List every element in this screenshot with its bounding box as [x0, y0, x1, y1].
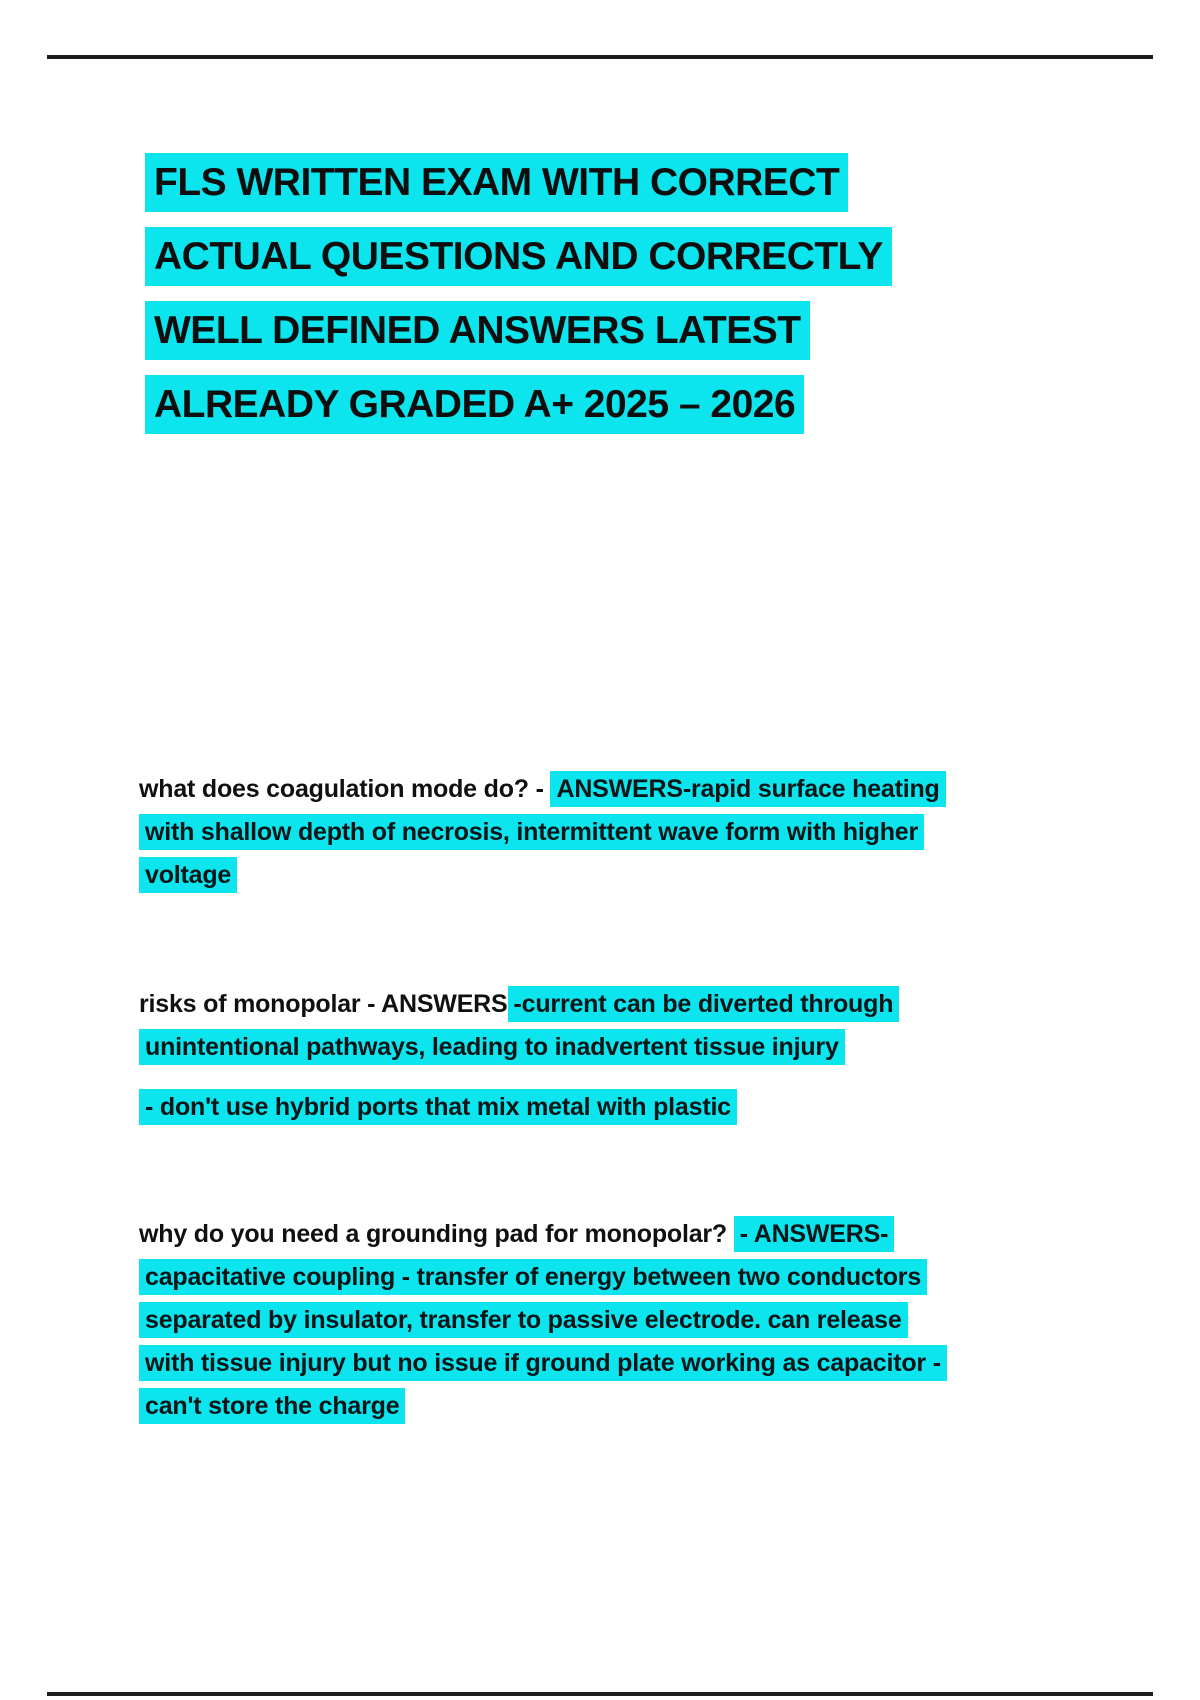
qa-line — [139, 1026, 1170, 1069]
answer-3-highlight: can't store the charge — [139, 1388, 405, 1424]
qa-line — [139, 768, 1170, 811]
question-1-text: what does coagulation mode do? - — [139, 775, 551, 803]
answer-2-note-highlight: - don't use hybrid ports that mix metal with plastic — [139, 1089, 737, 1125]
qa-line — [139, 1299, 1170, 1342]
answer-1-highlight: voltage — [139, 857, 237, 893]
answer-3-highlight: separated by insulator, transfer to passive electrode. can release — [139, 1302, 908, 1338]
document-title — [145, 146, 892, 442]
qa-block-grounding-pad — [139, 1213, 1170, 1428]
qa-line — [139, 811, 1170, 854]
qa-line — [139, 983, 1170, 1026]
answer-3-highlight: capacitative coupling - transfer of energy between two conductors — [139, 1259, 927, 1295]
qa-line — [139, 1213, 1170, 1256]
page-border-top — [47, 55, 1153, 59]
answer-1-highlight: with shallow depth of necrosis, intermittent wave form with higher — [139, 814, 924, 850]
title-text-3: WELL DEFINED ANSWERS LATEST — [145, 301, 810, 360]
qa-line — [139, 1342, 1170, 1385]
qa-line — [139, 1256, 1170, 1299]
qa-line — [139, 1086, 1170, 1129]
title-text-4: ALREADY GRADED A+ 2025 – 2026 — [145, 375, 804, 434]
qa-block-monopolar-note — [139, 1086, 1170, 1129]
title-line — [145, 368, 892, 442]
answer-2-highlight: unintentional pathways, leading to inadvertent tissue injury — [139, 1029, 845, 1065]
answer-3-highlight: - ANSWERS- — [734, 1216, 894, 1252]
qa-block-monopolar-risks — [139, 983, 1170, 1069]
title-line — [145, 146, 892, 220]
title-line — [145, 220, 892, 294]
answer-1-highlight: ANSWERS-rapid surface heating — [550, 771, 945, 807]
answer-3-highlight: with tissue injury but no issue if ground plate working as capacitor - — [139, 1345, 947, 1381]
title-text-2: ACTUAL QUESTIONS AND CORRECTLY — [145, 227, 892, 286]
page-border-bottom — [47, 1692, 1153, 1696]
title-text-1: FLS WRITTEN EXAM WITH CORRECT — [145, 153, 848, 212]
question-2-text: risks of monopolar - ANSWERS — [139, 990, 508, 1018]
qa-line — [139, 1385, 1170, 1428]
answer-2-highlight: -current can be diverted through — [508, 986, 900, 1022]
title-line — [145, 294, 892, 368]
qa-line — [139, 854, 1170, 897]
question-3-text: why do you need a grounding pad for monopolar? — [139, 1220, 734, 1248]
qa-block-coagulation-mode — [139, 768, 1170, 897]
